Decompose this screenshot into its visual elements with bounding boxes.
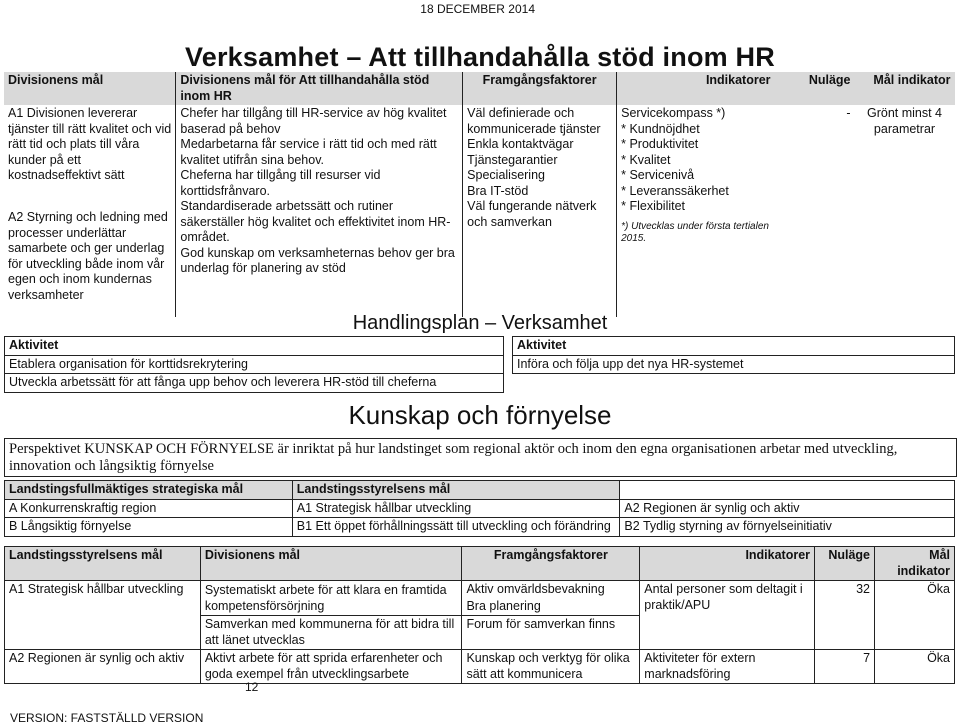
indicators-cell <box>617 105 775 317</box>
list-item: Servicekompass *) <box>621 106 726 120</box>
list-item: Medarbetarna får service i rätt tid och med rätt kvalitet utifrån sina behov. <box>180 137 437 167</box>
goal-a1: A1 Divisionen levererar tjänster till rätt kvalitet och vid rätt tid och plats till våra kunder på ett kostnadseffektivt sätt <box>8 106 172 182</box>
divisionens-mal-cell <box>4 105 176 317</box>
table-cell: Kunskap och verktyg för olika sätt att kommunicera <box>462 650 640 684</box>
list-item: Aktiv omvärldsbevakning <box>466 582 605 596</box>
success-factors-cell <box>463 105 617 317</box>
page-title: Verksamhet – Att tillhandahålla stöd inom HR <box>185 42 775 72</box>
list-item: * Leveranssäkerhet <box>621 183 729 198</box>
col-header: Nuläge <box>815 547 875 581</box>
col-header: Landstingsfullmäktiges strategiska mål <box>5 481 293 500</box>
table-cell: Aktivt arbete för att sprida erfarenheter och goda exempel från utvecklingsarbete <box>200 650 462 684</box>
list-item: Chefer har tillgång till HR-service av hög kvalitet baserad på behov <box>180 106 447 136</box>
table-cell <box>462 581 640 650</box>
list-item: Införa och följa upp det nya HR-systemet <box>512 355 954 374</box>
table-row <box>4 105 955 317</box>
table-cell: 7 <box>815 650 875 684</box>
section-title: Kunskap och förnyelse <box>348 400 612 430</box>
kunskap-goals-table <box>4 546 955 684</box>
list-item: Väl fungerande nätverk och samverkan <box>467 199 597 229</box>
list-item: * Kvalitet <box>621 152 671 167</box>
table-cell: A1 Strategisk hållbar utveckling <box>292 499 620 518</box>
col-header: Indikatorer <box>617 72 775 105</box>
list-item: Tjänstegarantier <box>467 152 558 167</box>
strategic-goals-table <box>4 480 955 537</box>
table-cell: Öka <box>875 650 955 684</box>
list-item: Samverkan med kommunerna för att bidra till att länet utvecklas <box>204 617 455 647</box>
list-item: * Flexibilitet <box>621 199 686 213</box>
col-header: Landstingsstyrelsens mål <box>5 547 201 581</box>
col-header: Mål indikator <box>875 547 955 581</box>
handlingsplan-table <box>4 336 955 393</box>
table-cell: Aktiviteter för extern marknadsföring <box>640 650 815 684</box>
list-item: Bra IT-stöd <box>467 183 529 198</box>
goal-a2: A2 Styrning och ledning med processer underlättar samarbete och ger underlag för utveckling både inom vår egen och inom kundernas verksamheter <box>8 210 168 302</box>
nulage-cell: - <box>846 106 851 120</box>
col-header: Divisionens mål <box>200 547 462 581</box>
list-item: God kunskap om verksamheternas behov ger bra underlag för planering av stöd <box>180 245 455 275</box>
table-cell: B Långsiktig förnyelse <box>5 518 293 537</box>
table-cell: B1 Ett öppet förhållningssätt till utveckling och förändring <box>292 518 620 537</box>
list-item: Standardiserade arbetssätt och rutiner säkerställer hög kvalitet och effektivitet inom HR-området. <box>180 199 451 244</box>
table-cell: A2 Regionen är synlig och aktiv <box>620 499 955 518</box>
list-item: Bra planering <box>462 598 639 617</box>
col-header: Indikatorer <box>640 547 815 581</box>
list-item: Forum för samverkan finns <box>466 617 616 631</box>
table-cell: A1 Strategisk hållbar utveckling <box>5 581 201 650</box>
target-cell: Grönt minst 4 parametrar <box>866 106 943 136</box>
version-footer: VERSION: FASTSTÄLLD VERSION <box>10 711 204 725</box>
col-header: Aktivitet <box>512 337 954 356</box>
col-header: Mål indikator <box>855 72 955 105</box>
table-cell: 32 <box>815 581 875 650</box>
col-header: Framgångsfaktorer <box>463 72 617 105</box>
document-date: 18 DECEMBER 2014 <box>420 2 535 16</box>
table-row <box>5 518 955 537</box>
list-item: Specialisering <box>467 168 545 182</box>
list-item: Systematiskt arbete för att klara en framtida kompetensförsörjning <box>201 582 462 616</box>
table-header-row <box>4 72 955 105</box>
table-cell: B2 Tydlig styrning av förnyelseinitiativ <box>620 518 955 537</box>
table-cell: Antal personer som deltagit i praktik/APU <box>640 581 815 650</box>
table-cell: A Konkurrenskraftig region <box>5 499 293 518</box>
table-row <box>5 650 955 684</box>
table-cell: A2 Regionen är synlig och aktiv <box>5 650 201 684</box>
table-row <box>5 499 955 518</box>
verksamhet-table <box>4 72 955 317</box>
table-cell <box>200 581 462 650</box>
list-item: * Produktivitet <box>621 137 699 151</box>
list-item: Cheferna har tillgång till resurser vid korttidsfrånvaro. <box>180 168 381 198</box>
col-header: Divisionens mål <box>4 72 176 105</box>
division-goals-cell <box>176 105 463 317</box>
indicator-note: *) Utvecklas under första tertialen 2015. <box>621 220 769 244</box>
list-item: Etablera organisation för korttidsrekrytering <box>5 355 504 374</box>
table-row <box>5 581 955 650</box>
list-item: Enkla kontaktvägar <box>467 137 574 151</box>
col-header: Landstingsstyrelsens mål <box>292 481 620 500</box>
col-header: Nuläge <box>775 72 855 105</box>
col-header: Framgångsfaktorer <box>462 547 640 581</box>
perspective-text: Perspektivet KUNSKAP OCH FÖRNYELSE är inriktat på hur landstinget som regional aktör och inom den egna organisationen arbetar med utveckling, innovation och långsiktig förnyelse <box>4 438 957 477</box>
col-header: Aktivitet <box>5 337 504 356</box>
list-item: Väl definierade och kommunicerade tjänster <box>467 106 601 136</box>
list-item: Utveckla arbetssätt för att fånga upp behov och leverera HR-stöd till cheferna <box>5 374 504 393</box>
col-header: Divisionens mål för Att tillhandahålla stöd inom HR <box>176 72 463 105</box>
page-number: 12 <box>245 680 259 694</box>
list-item: * Servicenivå <box>621 168 695 182</box>
list-item: * Kundnöjdhet <box>621 121 700 136</box>
handlingsplan-title: Handlingsplan – Verksamhet <box>352 312 608 334</box>
table-cell: Öka <box>875 581 955 650</box>
